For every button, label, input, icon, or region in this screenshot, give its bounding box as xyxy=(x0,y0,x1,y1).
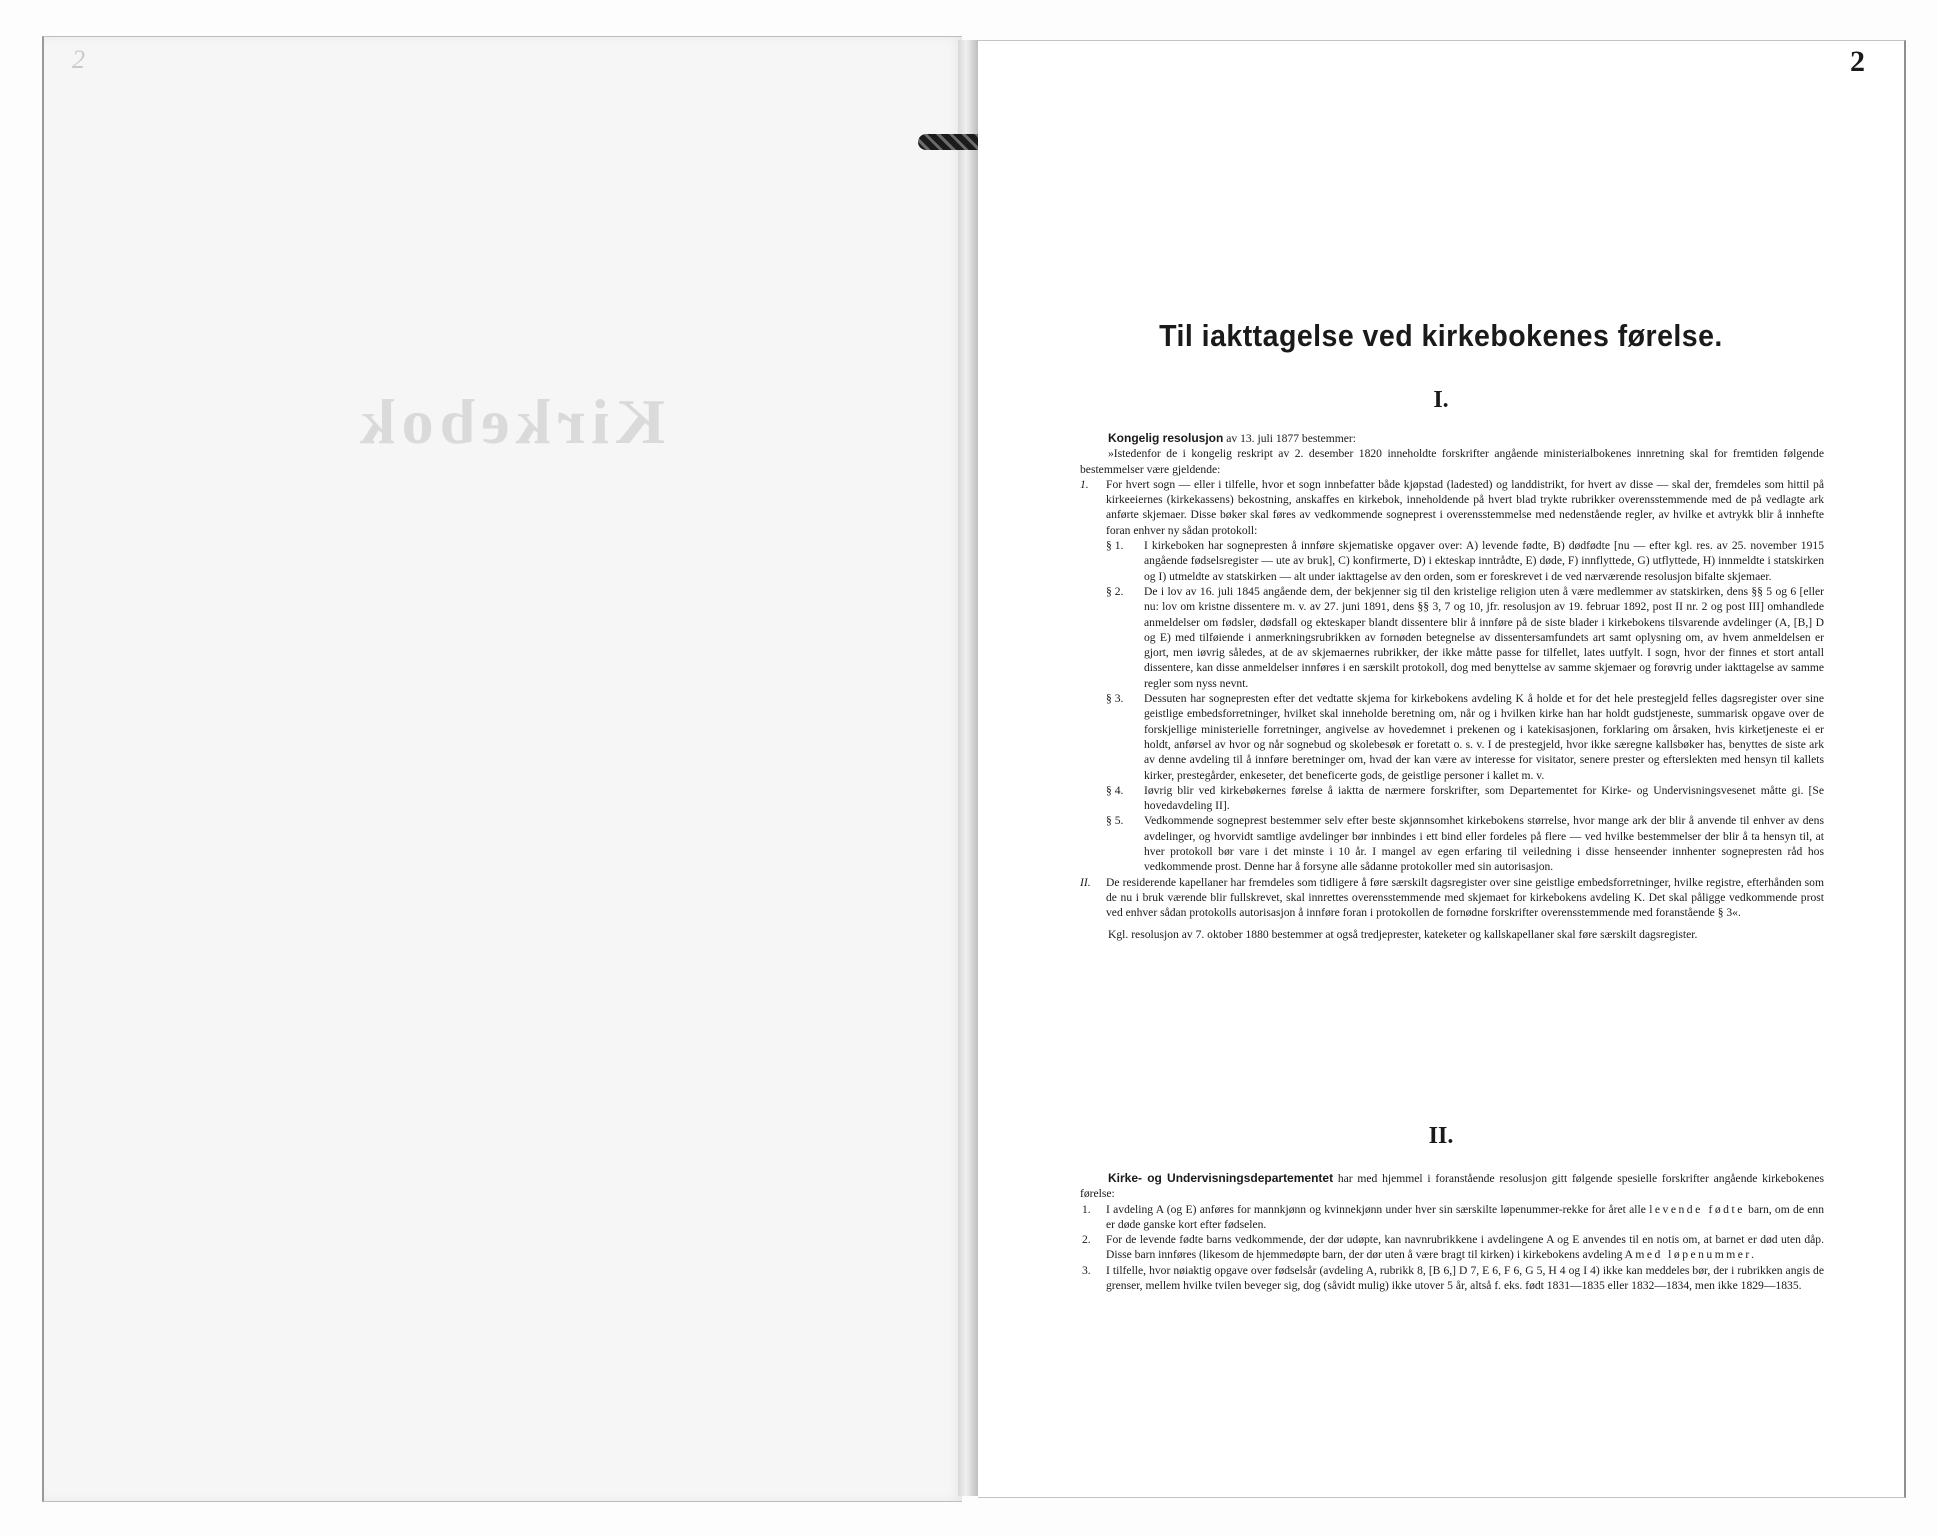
rule-text xyxy=(1106,1202,1824,1233)
bleed-through-line xyxy=(644,837,652,871)
rule-text-part: I avdeling A (og E) anføres for mannkjønn og kvinnekjønn under hver sin særskilte løpenummer-rekke for året alle xyxy=(1106,1202,1650,1216)
section-1-body xyxy=(1080,431,1824,942)
bleed-through-line xyxy=(276,905,283,937)
paragraph-text: Iøvrig blir ved kirkebøkernes førelse å iaktta de nærmere forskrifter, som Departementet for Kirke- og Undervisningsvesenet måtte gi. [Se hovedavdeling II]. xyxy=(1144,783,1824,813)
resolution-intro-bold: Kongelig resolusjon xyxy=(1108,431,1224,445)
page-number: 2 xyxy=(1850,45,1865,78)
rule-text-part: For de levende fødte barns vedkommende, der dør udøpte, kan navnrubrikkene i avdelingene A og E anvendes til en notis om, at barnet er død uten dåp. Disse barn innføres (likesom de hjemmedøpte barn, der dør uten å være bragt til kirken) i kirkebokens avdeling A xyxy=(1106,1233,1824,1262)
paragraph xyxy=(1106,783,1824,814)
section-2-body xyxy=(1080,1171,1824,1293)
page-heading: Til iakttagelse ved kirkebokenes førelse. xyxy=(1159,318,1723,353)
paragraph-text: De i lov av 16. juli 1845 angående dem, der bekjenner sig til den kristelige religion uten å være medlemmer av statskirken, dens §§ 5 og 6 [eller nu: lov om kristne dissentere m. v. av 27. juni 1891, dens §§ 3, 7 og 10, jfr. resolusjon av 19. februar 1892, post II nr. 2 og post III] omhandlede anmeldelser om fødsler, dødsfall og ekteskaper blandt dissentere blir å innføre på de siste blader i kirkebokens tilsvarende avdelinger (A, [B,] D og E) med tilføiende i anmerkningsrubrikken av fornøden betegnelse av dissentersamfundets art samt oplysning om, av hvem anmeldelsen er gjort, men iøvrig således, at de av skjemaernes rubrikker, der ikke måtte passe for tilfellet, lates uutfylt. I sogn, hvor der finnes et stort antall dissentere, kan disse anmeldelser innføres i en særskilt protokoll, dog med benyttelse av samme skjemaer og forøvrig under iakttagelse av samme regler som nyss nevnt. xyxy=(1144,584,1824,690)
department-intro xyxy=(1080,1171,1824,1202)
left-page-corner-mark: 2 xyxy=(72,45,85,74)
paragraph xyxy=(1106,584,1824,691)
left-page xyxy=(42,36,962,1502)
section-numeral: II. xyxy=(1428,1123,1454,1149)
paragraph-text: I kirkeboken har sognepresten å innføre skjematiske opgaver over: A) levende fødte, B) dødfødte [nu — efter kgl. res. av 25. november 1915 angående fødselsregister — ute av bruk], C) konfirmerte, D) i ekteskap inntrådte, E) døde, F) innflyttede, G) utflyttede, H) innmeldte i statskirken og I) utmeldte av statskirken — alt under iakttagelse av den orden, som er foreskrevet i de ved nærværende resolusjon bifalte skjemaer. xyxy=(1144,539,1824,583)
rule-text-part: I tilfelle, hvor nøiaktig opgave over fødselsår (avdeling A, rubrikk 8, [B 6,] D 7, E 6, F 6, G 5, H 4 og I 4) ikke kan meddeles bør, der i rubrikken angis de grenser, mellem hvilke tvilen beveger sig, dog (såvidt mulig) ikke utover 5 år, altså f. eks. født 1831—1835 eller 1832—1834, men ikke 1829—1835. xyxy=(1106,1263,1824,1293)
rule-text xyxy=(1106,1232,1824,1263)
closing-note: Kgl. resolusjon av 7. oktober 1880 bestemmer at også tredjeprester, kateketer og kallskapellaner skal føre særskilt dagsregister. xyxy=(1108,927,1698,941)
bleed-through-title: Kirkebok xyxy=(354,386,666,457)
item-mark: 1. xyxy=(1080,477,1089,491)
rule-text-emphasis: med løpenummer. xyxy=(1635,1248,1757,1262)
rule-text-emphasis: levende fødte xyxy=(1649,1202,1745,1216)
rule-text-part: barn, om de enn er døde ganske kort efter fødselen. xyxy=(1106,1202,1825,1231)
resolution-item-1 xyxy=(1080,477,1824,538)
book-spine xyxy=(958,40,978,1496)
rule-item xyxy=(1082,1202,1824,1233)
right-page xyxy=(978,40,1906,1498)
rule-mark: 2. xyxy=(1082,1233,1091,1247)
rule-item xyxy=(1082,1263,1824,1294)
resolution-intro-rest: av 13. juli 1877 bestemmer: xyxy=(1223,432,1357,445)
resolution-quote: »Istedenfor de i kongelig reskript av 2. desember 1820 inneholdte forskrifter angående ministerialbokenes innretning skal for fremtiden følgende bestemmelser være gjeldende: xyxy=(1080,447,1824,476)
item-text: For hvert sogn — eller i tilfelle, hvor et sogn innbefatter både kjøpstad (ladested) og landdistrikt, for hvert av disse — skal der, fremdeles som hittil på kirkeeiernes (kirkekassens) bekostning, anskaffes en kirkebok, inneholdende på hvert blad trykte rubrikker overensstemmende med de på vedlagte ark anførte skjemaer. Disse bøker skal føres av vedkommende sogneprest i overensstemmelse med nedenstående regler, av hvilke et avtrykk blir å innhefte foran enhver ny sådan protokoll: xyxy=(1106,477,1824,537)
rule-mark: 1. xyxy=(1082,1202,1091,1216)
paragraph-mark: § 3. xyxy=(1106,692,1124,706)
paragraph-mark: § 5. xyxy=(1106,814,1124,828)
paragraph-text: Dessuten har sognepresten efter det vedtatte skjema for kirkebokens avdeling K å holde et for det hele prestegjeld felles dagsregister over sine geistlige embedsforretninger, hvilket skal inneholde beretning om, når og i hvilken kirke han har holdt gudstjeneste, summarisk opgave over de forskjellige ministerielle forretninger, angivelse av hovedemnet i prekenen og i katekisasjonen, forklaring om årsaken, hvis kirketjeneste ei er holdt, anførsel av hvor og når sognebud og skolebesøk er foretatt o. s. v. I de prestegjeld, hvor ikke særegne kallsbøker has, benyttes de siste ark av denne avdeling til å innføre beretninger om, hvad der kan være av interesse for visitator, senere prester og efterslekten med hensyn til kallets kirker, prestegårder, enkeseter, det beneficerte gods, de geistlige personer i kallet m. v. xyxy=(1144,692,1824,782)
paragraph xyxy=(1106,691,1824,783)
bleed-through-line xyxy=(364,737,372,771)
paragraph-mark: § 2. xyxy=(1106,584,1124,598)
rule-text xyxy=(1106,1263,1824,1294)
section-numeral: I. xyxy=(1433,387,1449,413)
department-intro-bold: Kirke- og Undervisningsdepartementet xyxy=(1108,1171,1334,1185)
rule-mark: 3. xyxy=(1082,1263,1091,1277)
resolution-item-2 xyxy=(1080,875,1824,921)
item-text: De residerende kapellaner har fremdeles som tidligere å føre særskilt dagsregister over sine geistlige embedsforretninger, hvilke registre, efterhånden som de nu i bruk værende blir fullskrevet, skal innrettes overensstemmende med skjemaet for kirkebokens avdeling K. Det skal påligge vedkommende prost ved enhver sådan protokolls autorisasjon å innføre foran i protokollen de fornødne forskrifter overensstemmende med foranstående § 3«. xyxy=(1106,875,1824,920)
paragraph-mark: § 1. xyxy=(1106,539,1124,553)
paragraph-text: Vedkommende sogneprest bestemmer selv efter beste skjønnsomhet kirkebokens størrelse, hvor mange ark der blir å anvende til enhver av dens avdelinger, og hvorvidt samtlige avdelinger bør innbindes i ett bind eller fordeles på flere — ved hvilke bestemmelser der blir å ta hensyn til, at hver protokoll bør vare i det minste i 10 år. I mangel av egen erfaring til veiledning i disse henseender innhenter sognepresten råd hos vedkommende prost. Denne har å forsyne alle sådanne protokoller med sin autorisasjon. xyxy=(1144,814,1824,874)
paragraph-mark: § 4. xyxy=(1106,783,1124,797)
paragraph xyxy=(1106,813,1824,874)
rule-item xyxy=(1082,1232,1824,1263)
item-mark: II. xyxy=(1080,875,1091,889)
resolution-intro xyxy=(1080,431,1824,446)
paragraph xyxy=(1106,538,1824,584)
bleed-through-line xyxy=(162,627,171,665)
department-intro-rest: har med hjemmel i foranstående resolusjon gitt følgende spesielle forskrifter angående kirkebokenes førelse: xyxy=(1080,1172,1824,1201)
